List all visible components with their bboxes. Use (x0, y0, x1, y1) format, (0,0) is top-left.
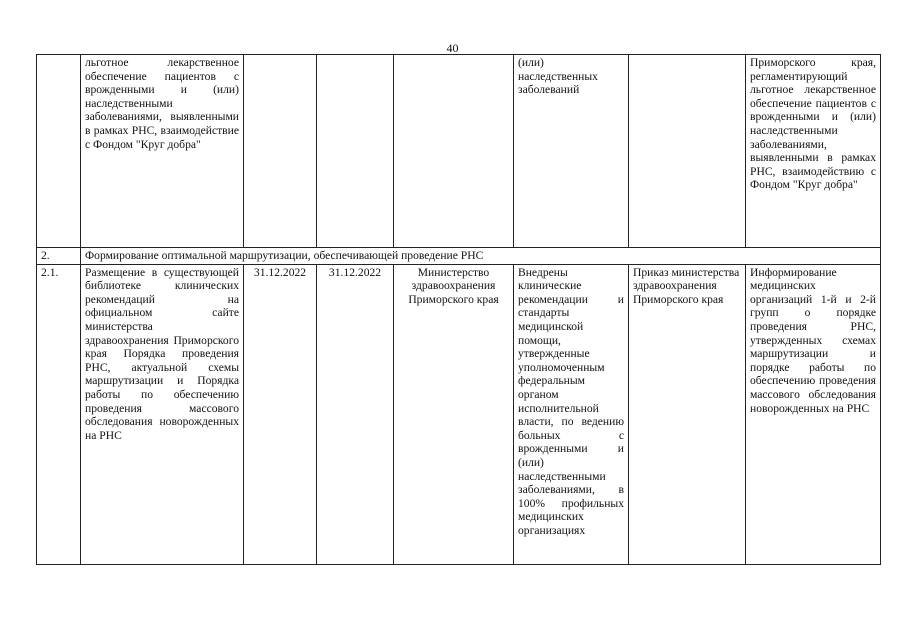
indicator-text: Внедрены клинические рекомендации и стандарты медицинской помощи, утвержденные уполномоченным федеральным органом исполнительной власти, по ведению больных с врожденными и (или) наследственными заболеваниями, в 100% профильных медицинских организациях (518, 265, 624, 537)
continuation-row (37, 55, 881, 248)
section-row (37, 248, 881, 265)
row-indicator (514, 264, 629, 564)
cell-end-date (317, 55, 394, 248)
row-result (746, 264, 881, 564)
section-number: 2. (37, 248, 81, 265)
table-row (37, 264, 881, 564)
cell-result (746, 55, 881, 248)
indicator-text: (или) наследственных заболеваний (518, 56, 598, 97)
activity-text: Размещение в существующей библиотеке клинических рекомендаций на официальном сайте министерства здравоохранения Приморского края Порядка проведения РНС, актуальной схемы маршрутизации и Порядка работы по обеспечению проведения массового обследования новорожденных на РНС (85, 265, 239, 442)
result-text: Информирование медицинских организаций 1-й и 2-й групп о порядке проведения РНС, утвержденных схемах маршрутизации и порядке работы по обеспечению проведения массового обследования новорожденных на РНС (750, 265, 876, 415)
section-title: Формирование оптимальной маршрутизации, обеспечивающей проведение РНС (81, 248, 881, 265)
plan-table (36, 54, 881, 565)
cell-number (37, 55, 81, 248)
row-responsible: Министерство здравоохранения Приморского края (394, 264, 514, 564)
cell-document (629, 55, 746, 248)
row-document: Приказ министерства здравоохранения Приморского края (629, 264, 746, 564)
cell-activity (81, 55, 244, 248)
cell-indicator (514, 55, 629, 248)
result-text: Приморского края, регламентирующий льготное лекарственное обеспечение пациентов с врожденными и (или) наследственными заболеваниями, выявленными в рамках РНС, взаимодействию с Фондом "Круг добра" (750, 56, 876, 192)
cell-start-date (244, 55, 317, 248)
row-number: 2.1. (37, 264, 81, 564)
page-number: 40 (446, 41, 459, 55)
cell-responsible (394, 55, 514, 248)
row-end-date: 31.12.2022 (317, 264, 394, 564)
row-activity (81, 264, 244, 564)
row-start-date: 31.12.2022 (244, 264, 317, 564)
activity-text: льготное лекарственное обеспечение пациентов с врожденными и (или) наследственными заболеваниями, выявленными в рамках РНС, взаимодействие с Фондом "Круг добра" (85, 56, 239, 151)
